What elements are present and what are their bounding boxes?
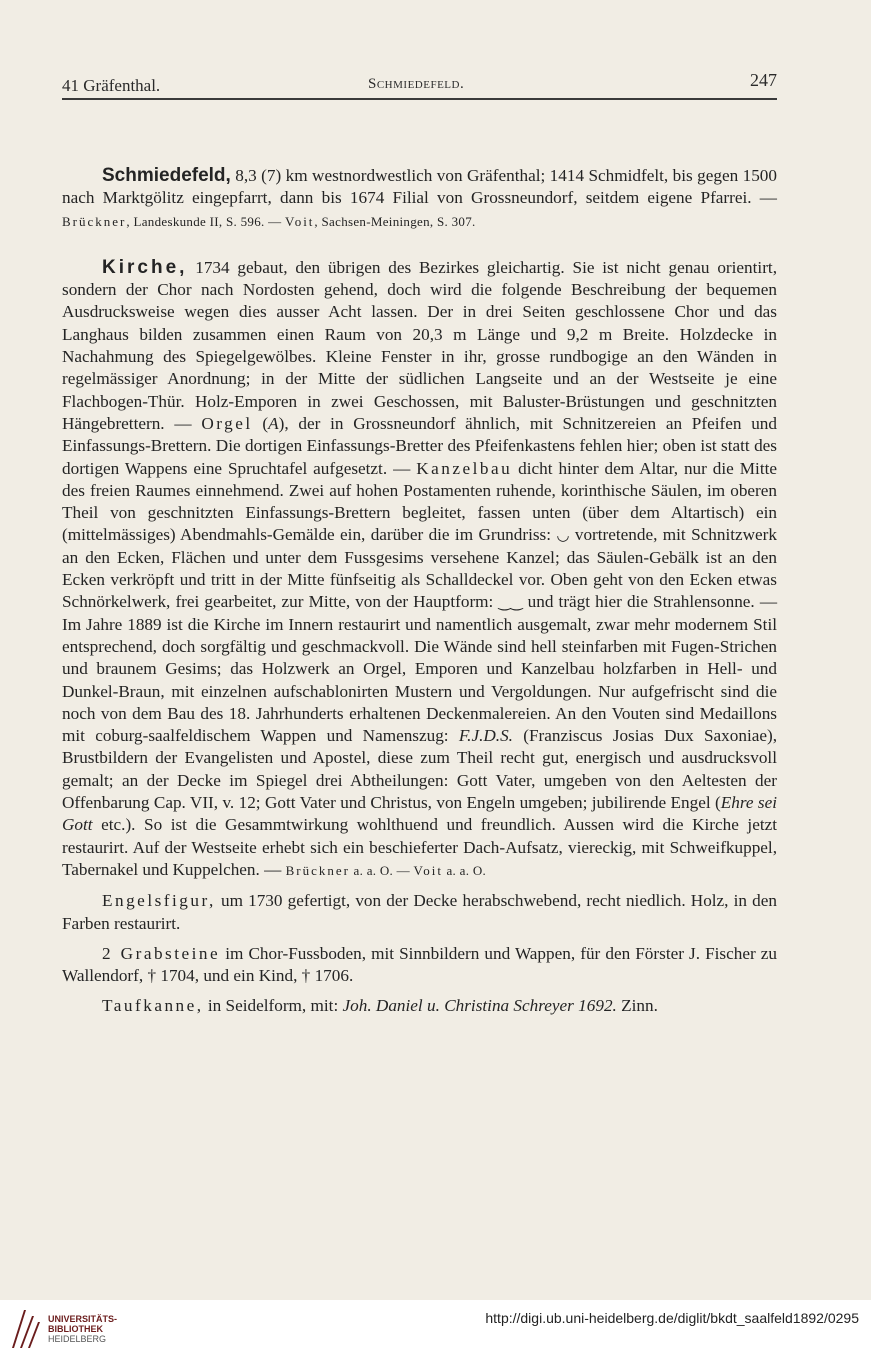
ref-detail: a. a. O. —	[349, 862, 414, 878]
ref-detail: , Landeskunde II, S. 596. —	[126, 213, 285, 229]
page-body	[62, 165, 777, 1026]
ref-author: Brückner	[62, 213, 127, 229]
header-section-label: 41 Gräfenthal.	[62, 76, 161, 95]
ref-detail: , Sachsen-Meiningen, S. 307.	[314, 213, 476, 229]
form-glyph-icon: ‿‿	[498, 593, 523, 612]
permalink-link[interactable]: http://digi.ub.uni-heidelberg.de/diglit/bkdt_saalfeld1892/0295	[485, 1310, 859, 1326]
ref-author: Brückner	[285, 862, 350, 878]
university-logo-icon	[10, 1308, 40, 1350]
paragraph-text: dicht hinter dem Altar, nur die Mitte des freien Raumes einnehmend. Zwei auf hohen Postamenten ruhende, korinthische Säulen, im oberen Theil von geschnitzten Einfassungs-Brettern begleitet, fassen unten (über dem Altartisch) ein (mittelmässiges) Abendmahls-Gemälde ein, darüber die im Grundriss:	[62, 458, 777, 545]
lead-word: Kirche,	[102, 256, 188, 278]
paragraph-kirche	[62, 257, 777, 882]
paragraph-text: um 1730 gefertigt, von der Decke herabschwebend, recht niedlich. Holz, in den Farben restaurirt.	[62, 891, 777, 933]
paragraph-text: und trägt hier die Strahlensonne. — Im Jahre 1889 ist die Kirche im Innern restaurirt und namentlich ausgemalt, zwar mehr modernem Stil entsprechend, doch sorgfältig und geschmackvoll. Die Wände sind hell steinfarben mit Fugen-Strichen und braunem Gesims; das Holzwerk an Orgel, Emporen und Kanzelbau holzfarben in Hell- und Dunkel-Braun, mit einzelnen aufschablonirten Mustern und Vergoldungen. Nur aufgefrischt sind die noch von dem Bau des 18. Jahrhunderts erhaltenen Deckenmalereien. An den Vouten sind Medaillons mit coburg-saalfeldischem Wappen und Namenszug:	[62, 592, 778, 746]
inscription: Joh. Daniel u. Christina Schreyer 1692.	[342, 996, 617, 1016]
spaced-term: Kanzelbau	[416, 458, 513, 478]
lead-word: Engelsfigur,	[102, 891, 216, 911]
plan-glyph-icon: ◡	[556, 526, 570, 545]
ref-detail: a. a. O.	[442, 862, 487, 878]
lead-word: Schmiedefeld,	[102, 165, 231, 186]
paragraph-text: vortretende, mit Schnitzwerk an den Ecken, Flächen und unter dem Fussgesims versehene Kanzel; das Säulen-Gebälk ist an den Ecken verkröpft und tritt in der Mitte fünfseitig als Schalldeckel vor. Oben geht von den Ecken etwas Schnörkelwerk, frei gearbeitet, zur Mitte, von der Hauptform:	[62, 525, 777, 612]
viewer-footer	[0, 1300, 871, 1361]
lead-word: 2 Grabsteine	[102, 943, 221, 963]
paragraph-text: 1734 gebaut, den übrigen des Bezirkes gleichartig. Sie ist nicht genau orientirt, sondern der Chor nach Nordosten gehend, doch wird die folgende Beschreibung der bequemen Ausdrucksweise wegen dies ausser Acht lassen. Der in drei Seiten geschlossene Chor und das Langhaus bilden zusammen einen Raum von 20,3 m Länge und 9,2 m Breite. Holzdecke in Nachahmung des Spiegelgewölbes. Kleine Fenster in ihr, grosse rundbogige an den Wänden in regelmässiger Anordnung; in der Mitte der südlichen Langseite und an der Westseite je eine Flachbogen-Thür. Holz-Emporen in zwei Geschossen, mit Baluster-Brüstungen und geschnitzten Hängebrettern. —	[62, 257, 777, 433]
spaced-term: Orgel	[201, 413, 253, 433]
paragraph-text: (Franziscus Josias Dux Saxoniae), Brustbildern der Evangelisten und Apostel, diese zum Theil recht gut, energisch und ausdrucksvoll gemalt; an der Decke im Spiegel drei Abtheilungen: Gott Vater, umgeben von den Aeltesten der Offenbarung Cap. VII, v. 12; Gott Vater und Christus, von Engeln umgeben; jubilirende Engel (	[62, 726, 778, 813]
figure-mark: A	[268, 413, 279, 433]
lead-word: Taufkanne,	[102, 996, 204, 1016]
running-header	[62, 70, 777, 95]
paragraph-taufkanne	[62, 995, 777, 1017]
ref-author: Voit	[284, 213, 315, 229]
paragraph-text: (	[252, 413, 269, 433]
library-name-line: UNIVERSITÄTS-	[48, 1314, 118, 1324]
library-name-line: BIBLIOTHEK	[48, 1324, 103, 1334]
paragraph-schmiedefeld	[62, 165, 777, 233]
header-rule	[62, 98, 777, 100]
paragraph-text: etc.). So ist die Gesammtwirkung wohlthuend und freundlich. Aussen wird die Kirche jetzt restaurirt. Auf der Westseite erhebt sich ein beschieferter Dach-Aufsatz, viereckig, mit Schweifkuppel, Tabernakel und Kuppelchen. —	[62, 815, 777, 879]
library-name	[48, 1314, 117, 1344]
inscription: Ehre sei Gott	[62, 793, 777, 835]
library-name-line: HEIDELBERG	[48, 1334, 107, 1344]
monogram: F.J.D.S.	[458, 726, 513, 746]
paragraph-text: Zinn.	[616, 996, 658, 1016]
page-number: 247	[750, 70, 777, 90]
paragraph-text: ), der in Grossneundorf ähnlich, mit Schnitzereien an Pfeifen und Einfassungs-Brettern. Die dortigen Einfassungs-Bretter des Pfeifenkastens fehlen hier; oben ist statt des dortigen Wappens eine Spruchtafel aufgesetzt. —	[62, 413, 777, 478]
paragraph-text: 8,3 (7) km westnordwestlich von Gräfenthal; 1414 Schmidfelt, bis gegen 1500 nach Marktgölitz eingepfarrt, dann bis 1674 Filial von Grossneundorf, seitdem eigene Pfarrei. —	[62, 166, 777, 208]
header-title: Schmiedefeld.	[368, 76, 465, 92]
paragraph-text: im Chor-Fussboden, mit Sinnbildern und Wappen, für den Förster J. Fischer zu Wallendorf, † 1704, und ein Kind, † 1706.	[62, 943, 777, 986]
paragraph-engelsfigur	[62, 890, 777, 935]
paragraph-text: in Seidelform, mit:	[203, 996, 343, 1016]
ref-author: Voit	[413, 862, 443, 878]
paragraph-grabsteine	[62, 943, 777, 988]
